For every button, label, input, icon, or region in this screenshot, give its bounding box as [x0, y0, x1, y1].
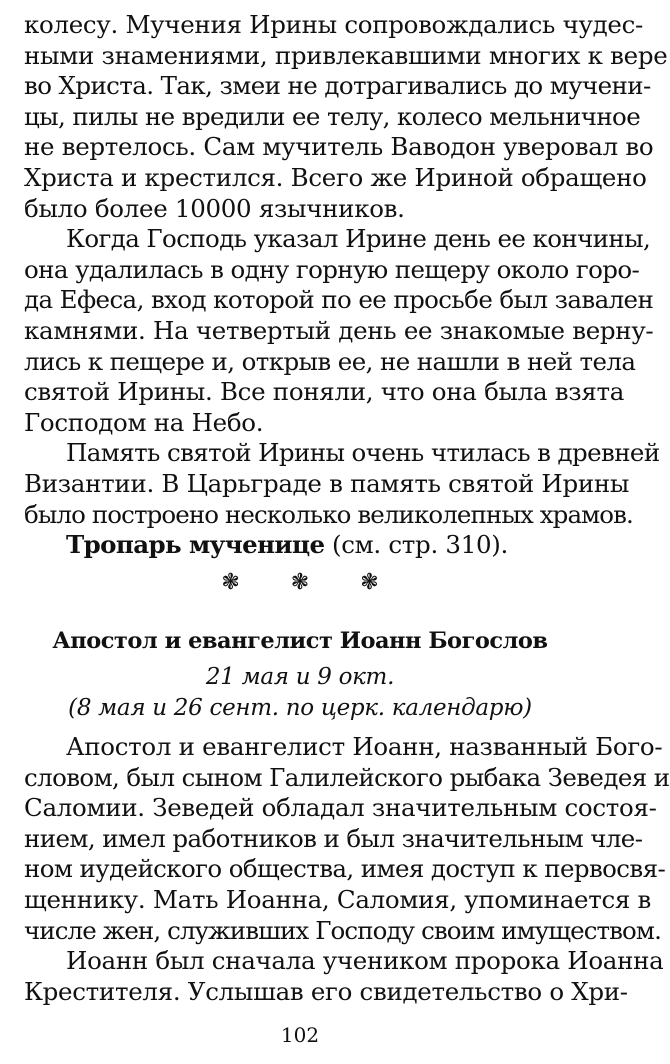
section-title: Апостол и евангелист Иоанн Богослов — [52, 628, 548, 654]
text-line: было построено несколько великолепных храмов. — [24, 499, 633, 529]
text-line: Иоанн был сначала учеником пророка Иоанна — [66, 946, 664, 976]
feast-date: 21 мая и 9 окт. — [205, 664, 395, 690]
text-line: святой Ирины. Все поняли, что она была взята — [24, 377, 625, 407]
book-page — [24, 10, 670, 1047]
text-line: Крестителя. Услышав его свидетельство о Хри- — [24, 976, 628, 1006]
text-line: щеннику. Мать Иоанна, Саломия, упоминается в — [24, 884, 652, 914]
text-line: Византии. В Царьграде в память святой Ирины — [24, 468, 630, 498]
feast-date-church-calendar: (8 мая и 26 сент. по церк. календарю) — [68, 695, 532, 721]
text-line: лись к пещере и, открыв ее, не нашли в ней тела — [24, 346, 636, 376]
text-line: нием, имел работников и был значительным чле- — [24, 823, 643, 853]
paragraph-death — [24, 224, 654, 438]
text-line: цы, пилы не вредили ее телу, колесо мельничное — [24, 101, 641, 131]
section-body — [24, 732, 670, 1007]
text-line: Господом на Небо. — [24, 407, 264, 437]
text-line: Христа и крестился. Всего же Ириной обращено — [24, 162, 647, 192]
text-line: было более 10000 язычников. — [24, 193, 405, 223]
text-line: колесу. Мучения Ирины сопровождались чудес- — [24, 10, 643, 39]
troparion-reference: (см. стр. 310). — [324, 530, 509, 560]
paragraph-apostle-family — [24, 732, 670, 946]
text-line: ными знамениями, привлекавшими многих к вере — [24, 40, 668, 70]
troparion-line — [24, 530, 576, 561]
text-line: да Ефеса, вход которой по ее просьбе был завален — [24, 285, 654, 315]
text-line: Когда Господь указал Ирине день ее кончины, — [66, 224, 651, 254]
text-line: словом, был сыном Галилейского рыбака Зеведея и — [24, 762, 670, 792]
text-line: числе жен, служивших Господу своим имуществом. — [24, 915, 661, 945]
section-separator: ❃ ❃ ❃ — [221, 570, 401, 595]
text-line: Память святой Ирины очень чтилась в древней — [66, 438, 660, 468]
troparion-label: Тропарь мученице — [66, 530, 325, 560]
text-line: не вертелось. Сам мучитель Вaводон уверовал во — [24, 132, 654, 162]
paragraph-apostle-calling — [24, 946, 664, 1007]
text-line: Саломии. Зеведей обладал значительным состоя- — [24, 793, 657, 823]
paragraph-memory — [24, 438, 660, 530]
text-line: во Христа. Так, змеи не дотрагивались до мучени- — [24, 71, 651, 101]
text-line: она удалилась в одну горную пещеру около горо- — [24, 254, 640, 284]
text-line: Апостол и евангелист Иоанн, названный Бого- — [66, 732, 663, 761]
paragraph-martyrdom — [24, 10, 668, 224]
page-number: 102 — [280, 1023, 320, 1047]
text-line: камнями. На четвертый день ее знакомые верну- — [24, 315, 654, 345]
text-line: ном иудейского общества, имея доступ к первосвя- — [24, 854, 666, 884]
